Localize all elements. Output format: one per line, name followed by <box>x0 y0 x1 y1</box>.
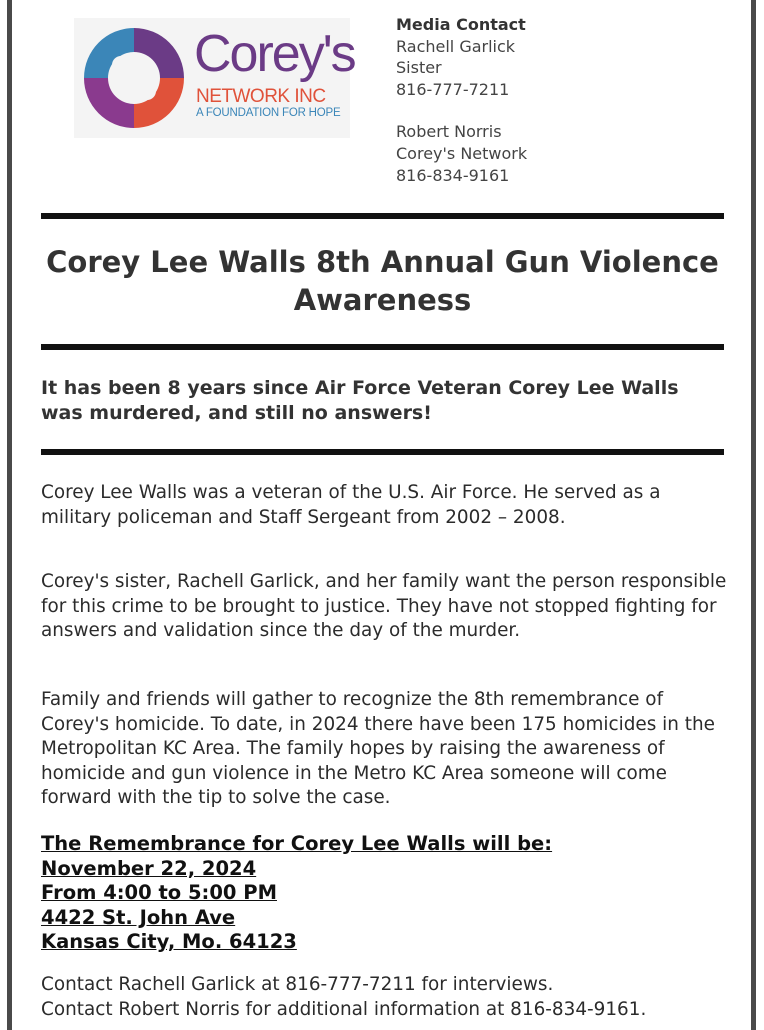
contact1-role: Sister <box>396 58 442 78</box>
logo-tagline: A FOUNDATION FOR HOPE <box>196 107 341 119</box>
page-title: Corey Lee Walls 8th Annual Gun Violence Awareness <box>46 245 719 317</box>
logo-network-text: NETWORK INC <box>196 86 326 107</box>
media-contact-block <box>396 14 527 186</box>
closing-line-info: Contact Robert Norris for additional information at 816-834-9161. <box>41 998 647 1020</box>
logo-name: Corey's <box>194 25 355 83</box>
page-frame-right <box>751 0 756 1030</box>
event-heading: The Remembrance for Corey Lee Walls will be: <box>41 832 553 855</box>
closing-line-interviews: Contact Rachell Garlick at 816-777-7211 for interviews. <box>41 974 554 995</box>
press-release-page <box>12 0 751 1030</box>
event-details <box>41 832 552 955</box>
coreys-network-logo <box>74 18 355 138</box>
event-date: November 22, 2024 <box>41 856 257 880</box>
paragraph-family: Corey's sister, Rachell Garlick, and her family want the person responsible for this crime to be brought to justice. They have not stopped fighting for answers and validation since the day of the murder. <box>41 571 727 642</box>
event-city: Kansas City, Mo. 64123 <box>41 930 297 954</box>
contact2-org: Corey's Network <box>396 143 528 163</box>
paragraph-service: Corey Lee Walls was a veteran of the U.S. Air Force. He served as a military policeman and Staff Sergeant from 2002 – 2008. <box>41 482 661 528</box>
divider-rule <box>41 344 724 350</box>
contact1-phone: 816-777-7211 <box>396 79 510 99</box>
media-contact-label: Media Contact <box>396 15 526 34</box>
event-address: 4422 St. John Ave <box>41 905 236 929</box>
contact2-phone: 816-834-9161 <box>396 165 510 185</box>
divider-rule <box>41 213 724 219</box>
paragraph-gathering: Family and friends will gather to recognize the 8th remembrance of Corey's homicide. To date, in 2024 there have been 175 homicides in the Metropolitan KC Area. The family hopes by raising the awareness of homicide and gun violence in the Metro KC Area someone will come forward with the tip to solve the case. <box>41 689 715 809</box>
contact2-name: Robert Norris <box>396 122 502 142</box>
divider-rule <box>41 449 724 455</box>
event-time: From 4:00 to 5:00 PM <box>41 881 277 905</box>
contact1-name: Rachell Garlick <box>396 36 516 56</box>
closing-contacts <box>41 973 731 1022</box>
logo-swirl-icon <box>74 18 194 138</box>
subheading: It has been 8 years since Air Force Veteran Corey Lee Walls was murdered, and still no answers! <box>41 377 679 424</box>
